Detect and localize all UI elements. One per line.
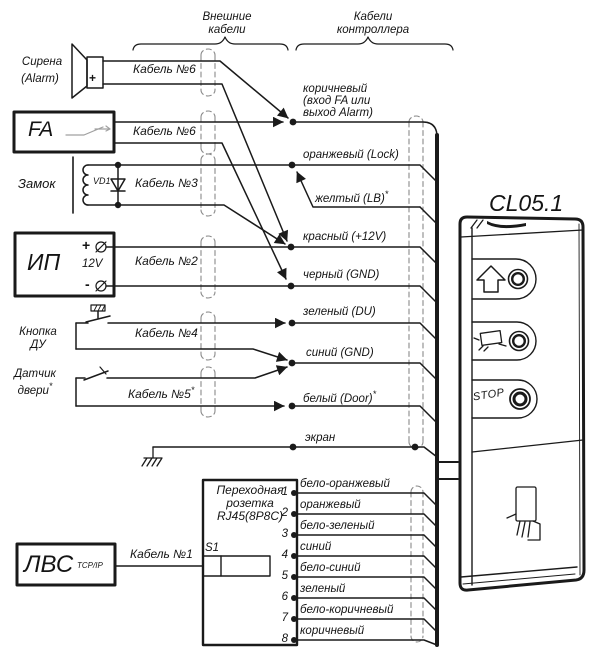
psu-plus-label: +: [82, 237, 91, 253]
psu-minus-label: -: [85, 276, 90, 292]
cable-label-siren: Кабель №6: [133, 62, 196, 76]
rj45-title-line1: Переходная: [216, 483, 284, 497]
rj45-wire-label-5: бело-синий: [300, 562, 361, 574]
panel-model-label: CL05.1: [489, 190, 564, 216]
psu-voltage-label: 12V: [82, 258, 103, 270]
fa-contact-icon: [66, 126, 110, 135]
rj45-title-line3: RJ45(8P8C): [216, 509, 284, 523]
rj45-pin-8: 8: [281, 633, 288, 645]
wire-label-yellow: желтый (LB)*: [315, 189, 389, 205]
rj45-pin-6: 6: [281, 591, 288, 603]
hand-card-icon: [474, 331, 506, 351]
lan-label: ЛВС: [24, 551, 74, 578]
header-controller-cables-line1: Кабели: [353, 11, 393, 23]
wire-label-green: зеленый (DU): [303, 306, 376, 318]
rj45-wire-label-4: синий: [300, 541, 332, 553]
card-present-icon: [507, 487, 540, 540]
wire-label-brown-line2: (вход FA или: [303, 95, 371, 107]
lock-coil-icon: [73, 157, 88, 213]
rj45-wire-label-2: оранжевый: [300, 499, 361, 511]
fa-label: FA: [28, 118, 54, 141]
ground-icon: [142, 447, 162, 466]
brace-external-cables: [133, 37, 288, 50]
rj45-pin-2: 2: [281, 507, 288, 519]
siren-speaker-icon: [72, 44, 103, 98]
wire-label-white: белый (Door)*: [303, 389, 377, 405]
wire-label-orange: оранжевый (Lock): [303, 149, 399, 161]
rj45-pin-7: 7: [281, 612, 288, 624]
door-sensor-label-line2: двери*: [17, 381, 53, 397]
cable-label-door: Кабель №5*: [128, 385, 195, 401]
wire-label-screen: экран: [305, 432, 336, 444]
cable-label-lan: Кабель №1: [130, 547, 193, 561]
rj45-pin-4: 4: [281, 549, 288, 561]
cable-label-psu: Кабель №2: [135, 254, 198, 268]
led-indicators: [509, 270, 531, 410]
panel-cable-stubs: [439, 462, 458, 479]
rj45-wire-label-6: зеленый: [300, 583, 346, 595]
lan-protocol-label: TCP/IP: [77, 561, 103, 570]
cable-label-fa: Кабель №6: [133, 124, 196, 138]
door-sensor-icon: [76, 367, 108, 406]
door-sensor-label-line1: Датчик: [14, 368, 56, 380]
rj45-connector-label: S1: [205, 542, 220, 554]
remote-button-label-line1: Кнопка: [19, 326, 57, 338]
remote-button-icon: [76, 305, 110, 349]
stop-button-label: STOP: [472, 386, 506, 404]
cl05-panel: [460, 217, 584, 590]
siren-label-line2: (Alarm): [21, 73, 59, 85]
lock-label: Замок: [18, 176, 56, 191]
rj45-title-line2: розетка: [226, 496, 274, 510]
cable-label-lock: Кабель №3: [135, 176, 198, 190]
brace-controller-cables: [296, 37, 453, 50]
rj45-pin-3: 3: [281, 528, 288, 540]
rj45-wire-label-3: бело-зеленый: [300, 520, 375, 532]
wire-label-black: черный (GND): [303, 269, 380, 281]
rj45-wire-label-1: бело-оранжевый: [300, 478, 390, 490]
cable-label-button: Кабель №4: [135, 326, 198, 340]
rj45-pin-5: 5: [281, 570, 288, 582]
rj45-wire-label-7: бело-коричневый: [300, 604, 394, 616]
header-external-cables-line1: Внешние: [202, 11, 252, 23]
siren-label-line1: Сирена: [21, 56, 63, 68]
wire-label-brown-line1: коричневый: [303, 83, 368, 95]
diode-label: VD1: [93, 176, 111, 186]
psu-label: ИП: [27, 249, 61, 275]
wire-label-brown-line3: выход Alarm): [303, 107, 373, 119]
siren-plus-sign: +: [89, 71, 97, 85]
arrow-up-icon: [477, 266, 505, 292]
wire-label-red: красный (+12V): [303, 231, 387, 243]
wire-label-blue: синий (GND): [306, 347, 374, 359]
rj45-wire-label-8: коричневый: [300, 625, 365, 637]
diode-vd1-icon: [111, 165, 125, 205]
header-controller-cables-line2: контроллера: [336, 24, 410, 36]
rj45-pin-1: 1: [281, 486, 288, 498]
header-external-cables-line2: кабели: [208, 24, 246, 36]
remote-button-label-line2: ДУ: [30, 339, 46, 351]
perco-logo-icon: [471, 220, 526, 228]
